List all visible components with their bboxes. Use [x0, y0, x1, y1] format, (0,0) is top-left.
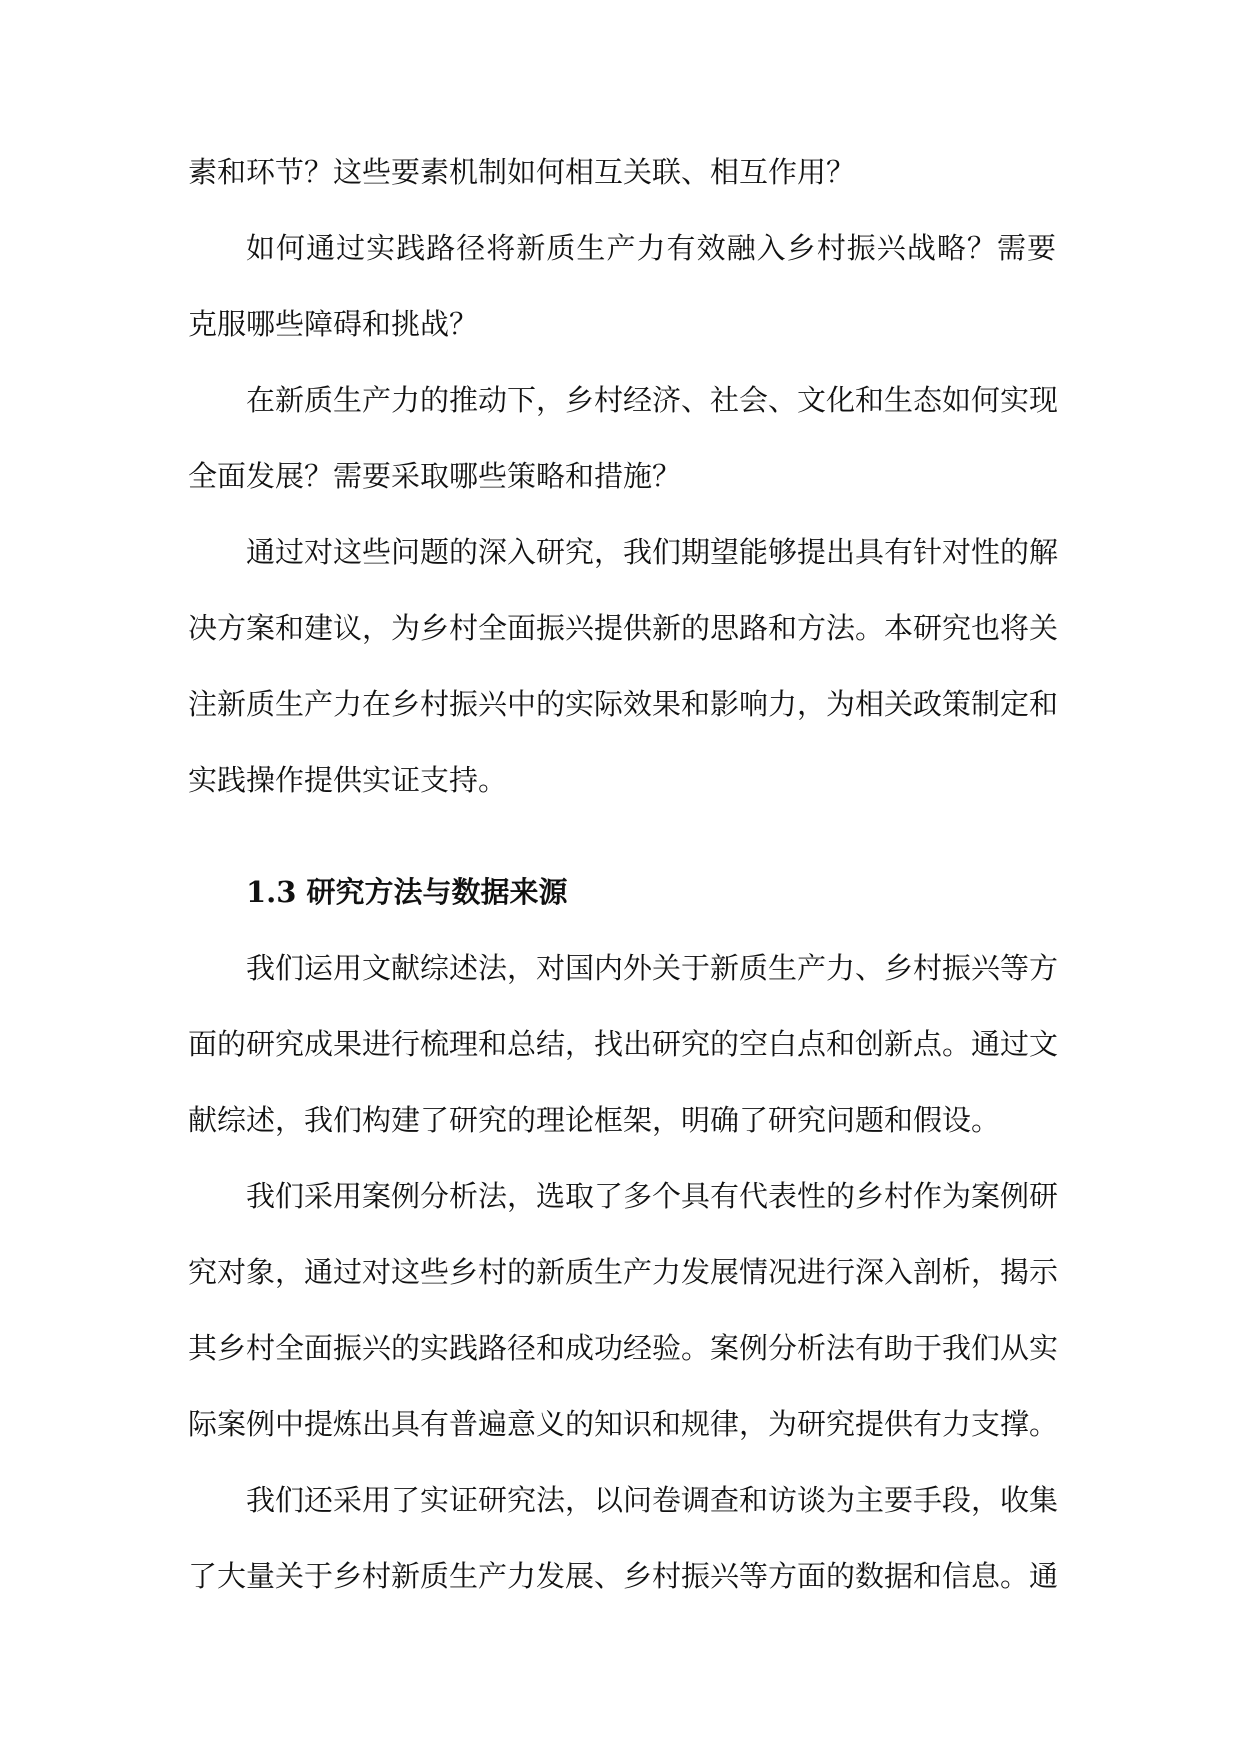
text-line: 注新质生产力在乡村振兴中的实际效果和影响力，为相关政策制定和 [188, 687, 1059, 721]
paragraph-first-line: 通过对这些问题的深入研究，我们期望能够提出具有针对性的解 [246, 535, 1059, 569]
paragraph-first-line: 如何通过实践路径将新质生产力有效融入乡村振兴战略？需要 [246, 231, 1056, 265]
text-line: 素和环节？这些要素机制如何相互关联、相互作用？ [188, 155, 856, 189]
paragraph-first-line: 我们还采用了实证研究法，以问卷调查和访谈为主要手段，收集 [246, 1483, 1059, 1517]
paragraph-first-line: 我们采用案例分析法，选取了多个具有代表性的乡村作为案例研 [246, 1179, 1059, 1213]
paragraph-first-line: 在新质生产力的推动下，乡村经济、社会、文化和生态如何实现 [246, 383, 1059, 417]
text-line: 克服哪些障碍和挑战？ [188, 307, 479, 341]
text-line: 实践操作提供实证支持。 [188, 763, 508, 797]
text-line: 其乡村全面振兴的实践路径和成功经验。案例分析法有助于我们从实 [188, 1331, 1059, 1365]
text-line: 究对象，通过对这些乡村的新质生产力发展情况进行深入剖析，揭示 [188, 1255, 1059, 1289]
text-line: 全面发展？需要采取哪些策略和措施？ [188, 459, 682, 493]
text-line: 决方案和建议，为乡村全面振兴提供新的思路和方法。本研究也将关 [188, 611, 1059, 645]
text-line: 献综述，我们构建了研究的理论框架，明确了研究问题和假设。 [188, 1103, 1001, 1137]
paragraph-first-line: 我们运用文献综述法，对国内外关于新质生产力、乡村振兴等方 [246, 951, 1059, 985]
text-line: 了大量关于乡村新质生产力发展、乡村振兴等方面的数据和信息。通 [188, 1559, 1059, 1593]
document-body [188, 134, 1059, 1614]
text-line: 面的研究成果进行梳理和总结，找出研究的空白点和创新点。通过文 [188, 1027, 1059, 1061]
text-line: 际案例中提炼出具有普遍意义的知识和规律，为研究提供有力支撑。 [188, 1407, 1059, 1441]
section-heading: 1.3 研究方法与数据来源 [246, 875, 568, 909]
